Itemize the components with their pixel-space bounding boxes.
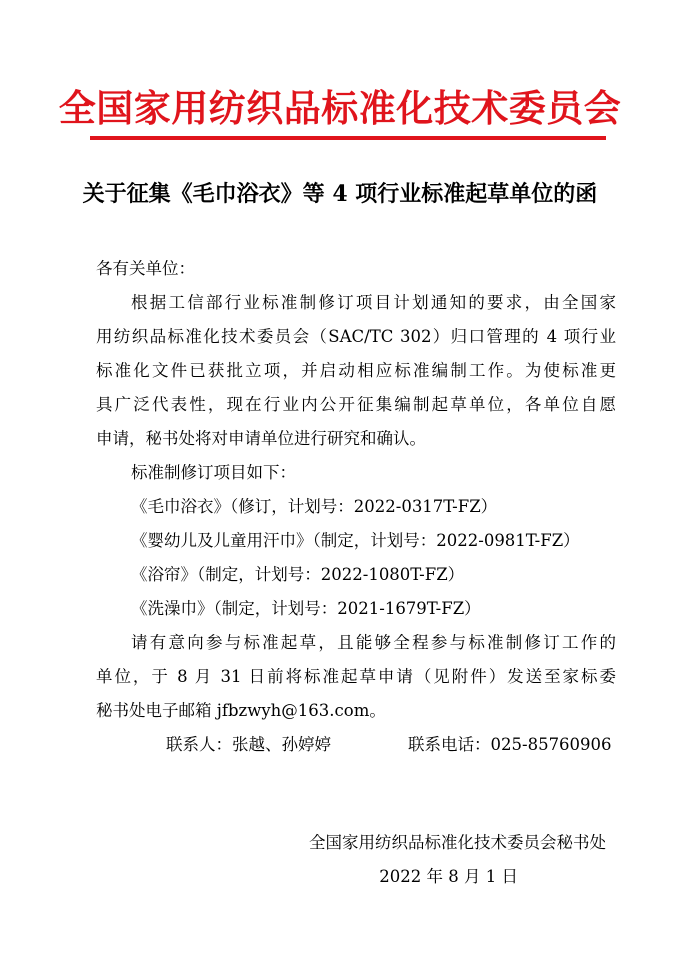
letterhead-org-name: 全国家用纺织品标准化技术委员会 (58, 86, 622, 130)
contact-phone: 联系电话：025-85760906 (408, 735, 612, 754)
paragraph-line: 单位，于 8 月 31 日前将标准起草申请（见附件）发送至家标委 (96, 667, 616, 686)
paragraph-line: 秘书处电子邮箱 jfbzwyh@163.com。 (96, 701, 386, 720)
signature-date: 2022 年 8 月 1 日 (379, 867, 518, 886)
paragraph-line: 标准化文件已获批立项，并启动相应标准编制工作。为使标准更 (96, 361, 616, 380)
contact-person: 联系人：张越、孙婷婷 (166, 735, 331, 754)
paragraph-line: 根据工信部行业标准制修订项目计划通知的要求，由全国家 (131, 293, 616, 312)
project-item: 《洗澡巾》（制定，计划号：2021-1679T-FZ） (131, 599, 481, 618)
letter-body (96, 252, 616, 762)
projects-intro: 标准制修订项目如下： (131, 463, 296, 482)
paragraph-intro (96, 286, 616, 456)
project-item: 《婴幼儿及儿童用汗巾》（制定，计划号：2022-0981T-FZ） (131, 531, 580, 550)
paragraph-line: 用纺织品标准化技术委员会（SAC/TC 302）归口管理的 4 项行业 (96, 327, 616, 346)
salutation: 各有关单位： (96, 259, 195, 278)
contact-line (96, 728, 616, 762)
letter-title: 关于征集《毛巾浴衣》等 4 项行业标准起草单位的函 (82, 181, 598, 207)
signature-block (270, 826, 606, 894)
project-item: 《毛巾浴衣》（修订，计划号：2022-0317T-FZ） (131, 497, 498, 516)
signature-org: 全国家用纺织品标准化技术委员会秘书处 (309, 833, 606, 852)
letterhead-red-rule (90, 136, 606, 140)
project-item: 《浴帘》（制定，计划号：2022-1080T-FZ） (131, 565, 465, 584)
paragraph-request (96, 626, 616, 728)
paragraph-line: 请有意向参与标准起草，且能够全程参与标准制修订工作的 (131, 633, 616, 652)
paragraph-line: 申请，秘书处将对申请单位进行研究和确认。 (96, 429, 426, 448)
project-list (96, 490, 616, 626)
paragraph-line: 具广泛代表性，现在行业内公开征集编制起草单位，各单位自愿 (96, 395, 616, 414)
